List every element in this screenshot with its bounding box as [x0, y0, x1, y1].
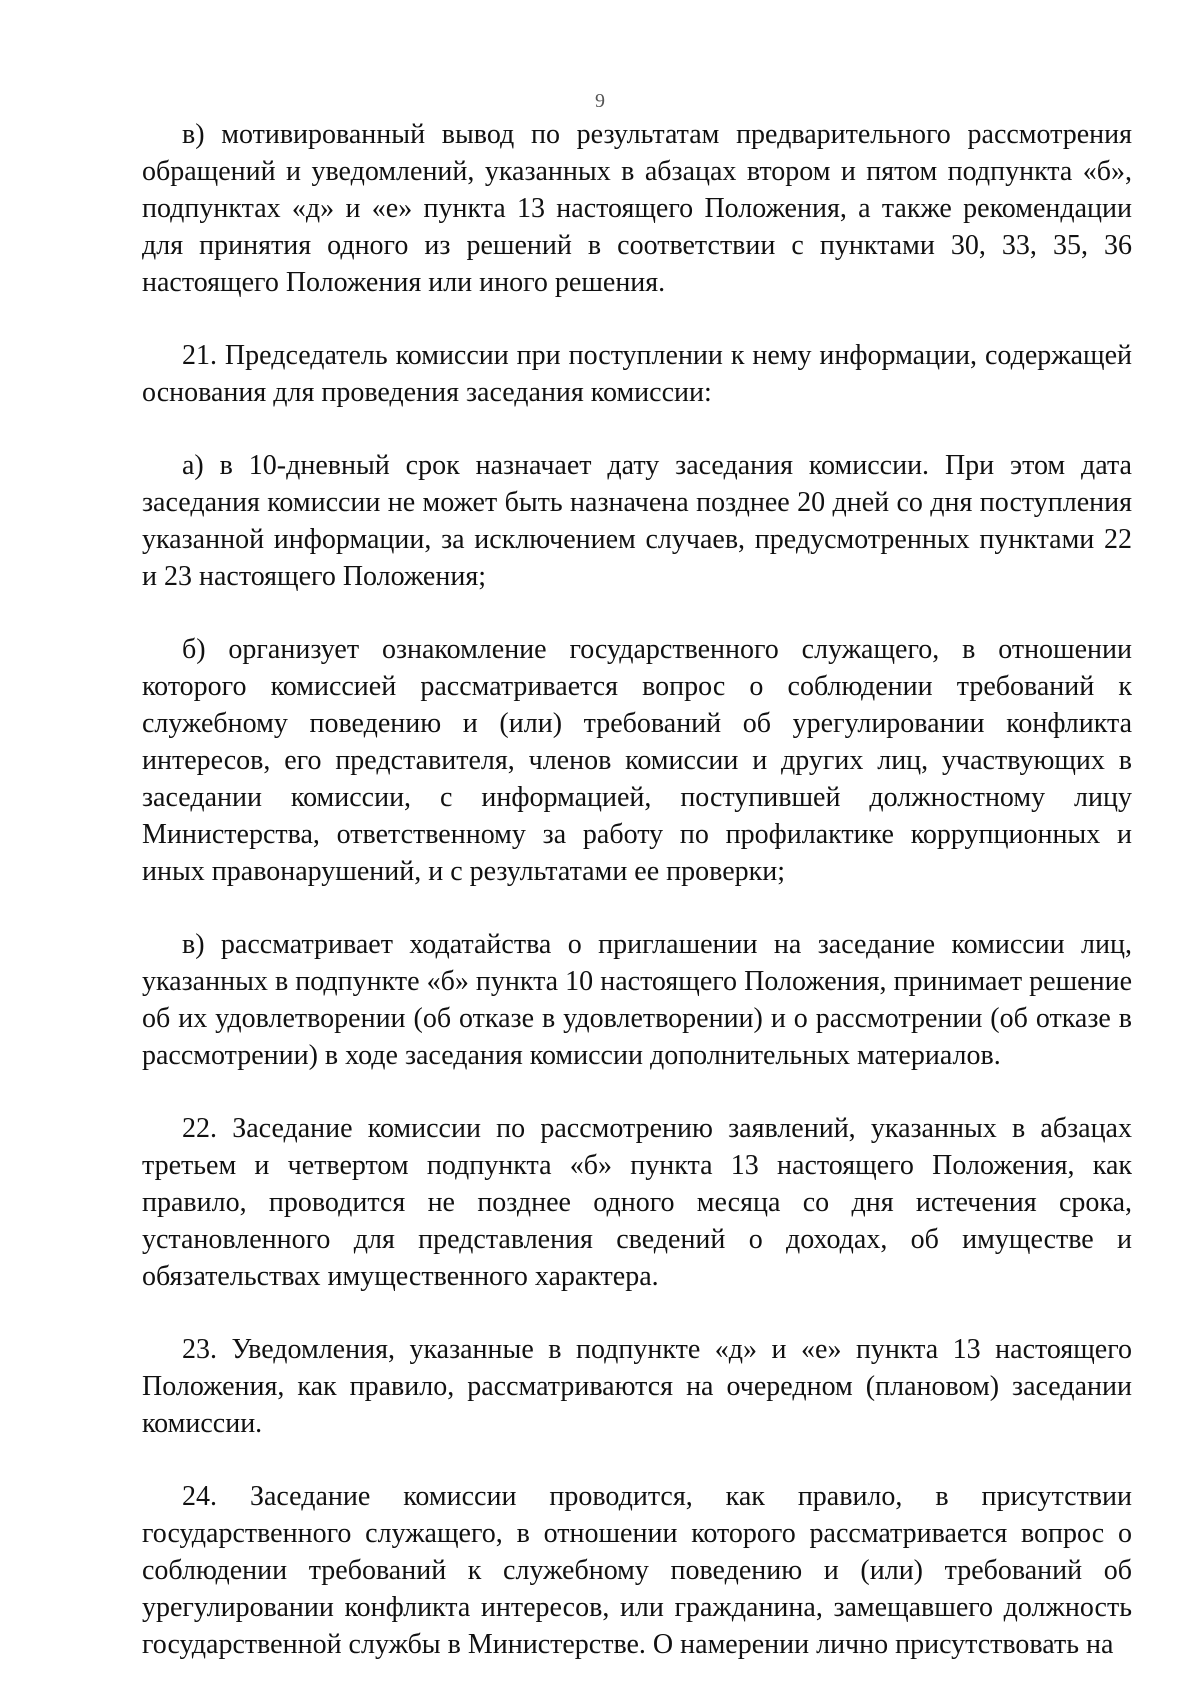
- paragraph-21: 21. Председатель комиссии при поступлении к нему информации, содержащей основания для проведения заседания комиссии:: [142, 340, 1132, 408]
- paragraph-22: 22. Заседание комиссии по рассмотрению заявлений, указанных в абзацах третьем и четвертом подпункта «б» пункта 13 настоящего Положения, как правило, проводится не позднее одного месяца со дня истечения срока, установленного для представления сведений о доходах, об имуществе и обязательствах имущественного характера.: [142, 1113, 1132, 1292]
- page-number: 9: [595, 90, 605, 112]
- paragraph-20v: в) мотивированный вывод по результатам предварительного рассмотрения обращений и уведомлений, указанных в абзацах втором и пятом подпункта «б», подпунктах «д» и «е» пункта 13 настоящего Положения, а также рекомендации для принятия одного из решений в соответствии с пунктами 30, 33, 35, 36 настоящего Положения или иного решения.: [142, 119, 1132, 298]
- paragraph-24: 24. Заседание комиссии проводится, как правило, в присутствии государственного служащего, в отношении которого рассматривается вопрос о соблюдении требований к служебному поведению и (или) требований об урегулировании конфликта интересов, или гражданина, замещавшего должность государственной службы в Министерстве. О намерении лично присутствовать на: [142, 1481, 1132, 1660]
- paragraph-21a: а) в 10-дневный срок назначает дату заседания комиссии. При этом дата заседания комиссии не может быть назначена позднее 20 дней со дня поступления указанной информации, за исключением случаев, предусмотренных пунктами 22 и 23 настоящего Положения;: [142, 450, 1132, 592]
- document-body: [142, 116, 1132, 1663]
- paragraph-21v: в) рассматривает ходатайства о приглашении на заседание комиссии лиц, указанных в подпункте «б» пункта 10 настоящего Положения, принимает решение об их удовлетворении (об отказе в удовлетворении) и о рассмотрении (об отказе в рассмотрении) в ходе заседания комиссии дополнительных материалов.: [142, 929, 1132, 1071]
- paragraph-21b: б) организует ознакомление государственного служащего, в отношении которого комиссией рассматривается вопрос о соблюдении требований к служебному поведению и (или) требований об урегулировании конфликта интересов, его представителя, членов комиссии и других лиц, участвующих в заседании комиссии, с информацией, поступившей должностному лицу Министерства, ответственному за работу по профилактике коррупционных и иных правонарушений, и с результатами ее проверки;: [142, 634, 1132, 887]
- paragraph-23: 23. Уведомления, указанные в подпункте «д» и «е» пункта 13 настоящего Положения, как правило, рассматриваются на очередном (плановом) заседании комиссии.: [142, 1334, 1132, 1439]
